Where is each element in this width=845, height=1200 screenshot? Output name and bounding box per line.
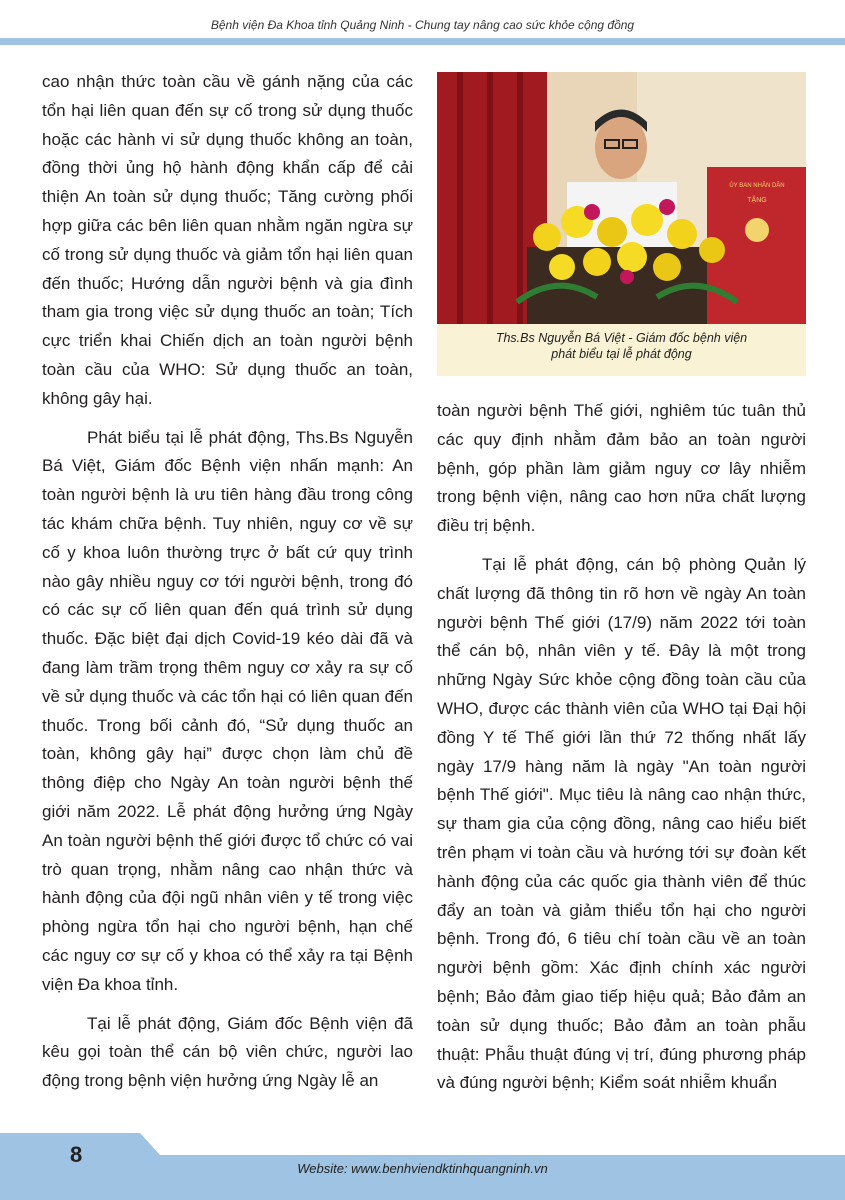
svg-text:TẶNG: TẶNG bbox=[747, 197, 767, 204]
banner-text: ỦY BAN NHÂN DÂN bbox=[729, 183, 785, 189]
footer-website: Website: www.benhviendktinhquangninh.vn bbox=[297, 1161, 548, 1176]
header-divider-bar bbox=[0, 38, 845, 45]
left-paragraph-2: Phát biểu tại lễ phát động, Ths.Bs Nguyễn Bá Việt, Giám đốc Bệnh viện nhấn mạnh: An toàn người bệnh là ưu tiên hàng đầu trong công tác khám chữa bệnh. Tuy nhiên, nguy cơ về sự cố y khoa luôn thường trực ở bất cứ quy trình nào gây nhiều nguy cơ tới người bệnh, trong đó có các sự cố liên quan đến quá trình sử dụng thuốc. Đặc biệt đại dịch Covid-19 kéo dài đã và đang làm trầm trọng thêm nguy cơ xảy ra sự cố về sử dụng thuốc và các tổn hại có liên quan đến thuốc. Trong bối cảnh đó, “Sử dụng thuốc an toàn, không gây hại” được chọn làm chủ đề thông điệp cho Ngày An toàn người bệnh thế giới năm 2022. Lễ phát động hưởng ứng Ngày An toàn người bệnh thế giới được tổ chức có vai trò quan trọng, nhằm nâng cao nhận thức và hành động của đội ngũ nhân viên y tế trong việc phòng ngừa tổn hại cho người bệnh, hạn chế các nguy cơ sự cố y khoa có thể xảy ra tại Bệnh viện Đa khoa tỉnh. bbox=[42, 427, 413, 994]
page-number: 8 bbox=[70, 1142, 83, 1167]
caption-line-2: phát biểu tại lễ phát động bbox=[551, 347, 692, 361]
speaker-photo-illustration bbox=[437, 72, 806, 324]
right-paragraph-2: Tại lễ phát động, cán bộ phòng Quản lý chất lượng đã thông tin rõ hơn về ngày An toàn người bệnh Thế giới (17/9) năm 2022 tới toàn thể cán bộ, nhân viên y tế. Đây là một trong những Ngày Sức khỏe cộng đồng toàn cầu của WHO, được các thành viên của WHO tại Đại hội đồng Y tế Thế giới lần thứ 72 thống nhất lấy ngày 17/9 hàng năm là ngày "An toàn người bệnh Thế giới". Mục tiêu là nâng cao nhận thức, sự tham gia của cộng đồng, nâng cao hiểu biết trên phạm vi toàn cầu và hướng tới sự đoàn kết hành động của các quốc gia thành viên để thúc đẩy an toàn và giảm thiểu tổn hại cho người bệnh. Trong đó, 6 tiêu chí toàn cầu về an toàn người bệnh gồm: Xác định chính xác người bệnh; Bảo đảm giao tiếp hiệu quả; Bảo đảm an toàn sử dụng thuốc; Bảo đảm an toàn phẫu thuật: Phẫu thuật đúng vị trí, đúng phương pháp và đúng người bệnh; Kiểm soát nhiễm khuẩn bbox=[437, 554, 806, 1093]
speaker-photo bbox=[437, 72, 806, 324]
right-paragraph-1: toàn người bệnh Thế giới, nghiêm túc tuân thủ các quy định nhằm đảm bảo an toàn người bệnh, góp phần làm giảm nguy cơ lây nhiễm trong bệnh viện, nâng cao hơn nữa chất lượng điều trị bệnh. bbox=[437, 401, 806, 536]
left-paragraph-1: cao nhận thức toàn cầu về gánh nặng của các tổn hại liên quan đến sự cố trong sử dụng thuốc hoặc các hành vi sử dụng thuốc không an toàn, đồng thời ủng hộ hành động khẩn cấp để cải thiện An toàn sử dụng thuốc; Tăng cường phối hợp giữa các bên liên quan nhằm ngăn ngừa sự cố trong sử dụng thuốc và giảm tổn hại liên quan đến thuốc; Hướng dẫn người bệnh và gia đình tham gia trong việc sử dụng thuốc an toàn; Tích cực triển khai Chiến dịch an toàn người bệnh toàn cầu của WHO: Sử dụng thuốc an toàn, không gây hại. bbox=[42, 72, 413, 408]
photo-caption bbox=[437, 330, 806, 362]
running-header: Bệnh viện Đa Khoa tỉnh Quảng Ninh - Chung tay nâng cao sức khỏe cộng đồng bbox=[210, 18, 635, 32]
left-paragraph-3: Tại lễ phát động, Giám đốc Bệnh viện đã kêu gọi toàn thể cán bộ viên chức, người lao động trong bệnh viện hưởng ứng Ngày lễ an bbox=[42, 1013, 413, 1091]
caption-line-1: Ths.Bs Nguyễn Bá Việt - Giám đốc bệnh viện bbox=[495, 331, 748, 345]
left-text-column bbox=[42, 68, 413, 1096]
photo-figure bbox=[437, 72, 806, 376]
right-text-column bbox=[437, 397, 806, 1098]
